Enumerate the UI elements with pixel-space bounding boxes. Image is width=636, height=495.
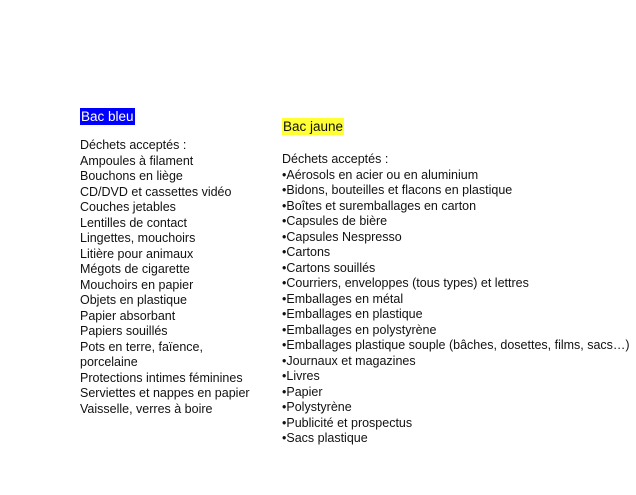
list-item: •Papier [282, 384, 323, 399]
list-item: •Polystyrène [282, 400, 352, 414]
list-item: •Aérosols en acier ou en aluminium [282, 167, 479, 182]
list-item: •Emballages en métal [282, 291, 404, 306]
list-item: •Livres [282, 369, 320, 383]
list-item: CD/DVD et cassettes vidéo [80, 184, 232, 199]
list-item: •Boîtes et suremballages en carton [282, 198, 477, 213]
list-item: •Emballages en polystyrène [282, 322, 437, 337]
list-item: Ampoules à filament [80, 153, 194, 168]
list-item: Papier absorbant [80, 308, 176, 323]
list-item: Litière pour animaux [80, 246, 194, 261]
bac-bleu-list [80, 154, 280, 418]
list-item: porcelaine [80, 355, 138, 369]
list-item: •Emballages plastique souple (bâches, dosettes, films, sacs…) [282, 338, 630, 352]
list-item: Mégots de cigarette [80, 262, 190, 276]
bac-bleu-section [80, 108, 280, 417]
bac-jaune-subtitle: Déchets acceptés : [282, 152, 389, 166]
list-item: •Journaux et magazines [282, 353, 416, 368]
list-item: •Bidons, bouteilles et flacons en plastique [282, 183, 513, 197]
list-item: Lentilles de contact [80, 215, 188, 230]
list-item: Protections intimes féminines [80, 370, 243, 385]
list-item: Couches jetables [80, 200, 176, 214]
bac-bleu-subtitle: Déchets acceptés : [80, 138, 187, 152]
list-item: Pots en terre, faïence, [80, 339, 203, 354]
list-item: Objets en plastique [80, 293, 188, 307]
bac-jaune-title: Bac jaune [283, 119, 344, 134]
list-item: Vaisselle, verres à boire [80, 401, 213, 416]
list-item: •Sacs plastique [282, 431, 368, 445]
bac-jaune-list [282, 168, 632, 447]
list-item: •Emballages en plastique [282, 307, 423, 321]
list-item: •Capsules de bière [282, 214, 388, 228]
list-item: Mouchoirs en papier [80, 277, 194, 292]
list-item: Bouchons en liège [80, 169, 183, 183]
bac-bleu-title: Bac bleu [81, 109, 134, 124]
list-item: •Capsules Nespresso [282, 229, 402, 244]
list-item: Serviettes et nappes en papier [80, 386, 250, 400]
list-item: •Cartons [282, 245, 331, 259]
bac-jaune-section [282, 118, 632, 447]
list-item: Papiers souillés [80, 324, 168, 338]
list-item: •Cartons souillés [282, 260, 376, 275]
list-item: •Courriers, enveloppes (tous types) et lettres [282, 276, 529, 290]
list-item: •Publicité et prospectus [282, 415, 413, 430]
list-item: Lingettes, mouchoirs [80, 231, 196, 245]
